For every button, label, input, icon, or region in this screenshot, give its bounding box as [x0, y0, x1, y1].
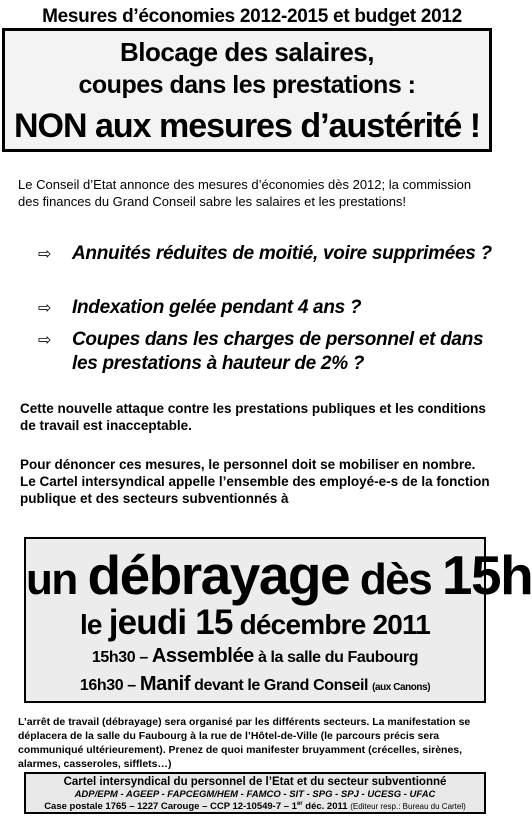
strike-date-line: le jeudi 15 décembre 2011 [79, 603, 431, 642]
demonstration-line: 16h30 – Manif devant le Grand Conseil (aux Canons) [79, 673, 431, 695]
headline-box [2, 28, 492, 152]
headline-line-2: coupes dans les prestations : [78, 71, 416, 99]
intro-paragraph: Le Conseil d’Etat annonce des mesures d’économies dès 2012; la commission des finances du Grand Conseil sabre les salaires et les prestations! [18, 177, 472, 209]
cartel-title: Cartel intersyndical du personnel de l’Etat et du secteur subventionné [63, 776, 447, 788]
page-title: Mesures d’économies 2012-2015 et budget 2012 [42, 6, 462, 27]
paragraph-mobilise: Pour dénoncer ces mesures, le personnel doit se mobiliser en nombre. Le Cartel intersyndical appelle l’ensemble des employé-e-s de la fonction publique et des secteurs subventionnés à [20, 457, 490, 506]
arrow-right-icon: ⇨ [38, 300, 52, 317]
arrow-right-icon: ⇨ [38, 246, 52, 263]
headline-line-3: NON aux mesures d’austérité ! [13, 107, 481, 145]
paragraph-attack: Cette nouvelle attaque contre les prestations publiques et les conditions de travail est inacceptable. [20, 401, 486, 433]
footer-note: L’arrêt de travail (débrayage) sera organisé par les différents secteurs. La manifestation se déplacera de la salle du Faubourg à la rue de l’Hôtel-de-Ville (le parcours précis sera communiqué ultérieurement). Prenez de quoi manifester bruyamment (crécelles, sirènes, alarmes, casseroles, sifflets…) [18, 716, 471, 770]
bullet-text: Annuités réduites de moitié, voire supprimées ? [72, 243, 492, 264]
cartel-box [24, 772, 486, 814]
headline-line-1: Blocage des salaires, [120, 37, 374, 67]
cartel-members: ADP/EPM - AGEEP - FAPCEGM/HEM - FAMCO - SIT - SPG - SPJ - UCESG - UFAC [74, 789, 436, 800]
cartel-address: Case postale 1765 – 1227 Carouge – CCP 12-10549-7 – 1er déc. 2011 (Editeur resp.: Bureau du Cartel) [44, 801, 466, 813]
strike-line-1: un débrayage dès 15h [26, 544, 532, 606]
bullet-text: Coupes dans les charges de personnel et dans les prestations à hauteur de 2% ? [72, 329, 484, 374]
assembly-line: 15h30 – Assemblée à la salle du Faubourg [91, 645, 419, 667]
strike-announcement-box [24, 537, 532, 703]
bullet-text: Indexation gelée pendant 4 ans ? [72, 297, 362, 318]
arrow-right-icon: ⇨ [38, 332, 52, 349]
